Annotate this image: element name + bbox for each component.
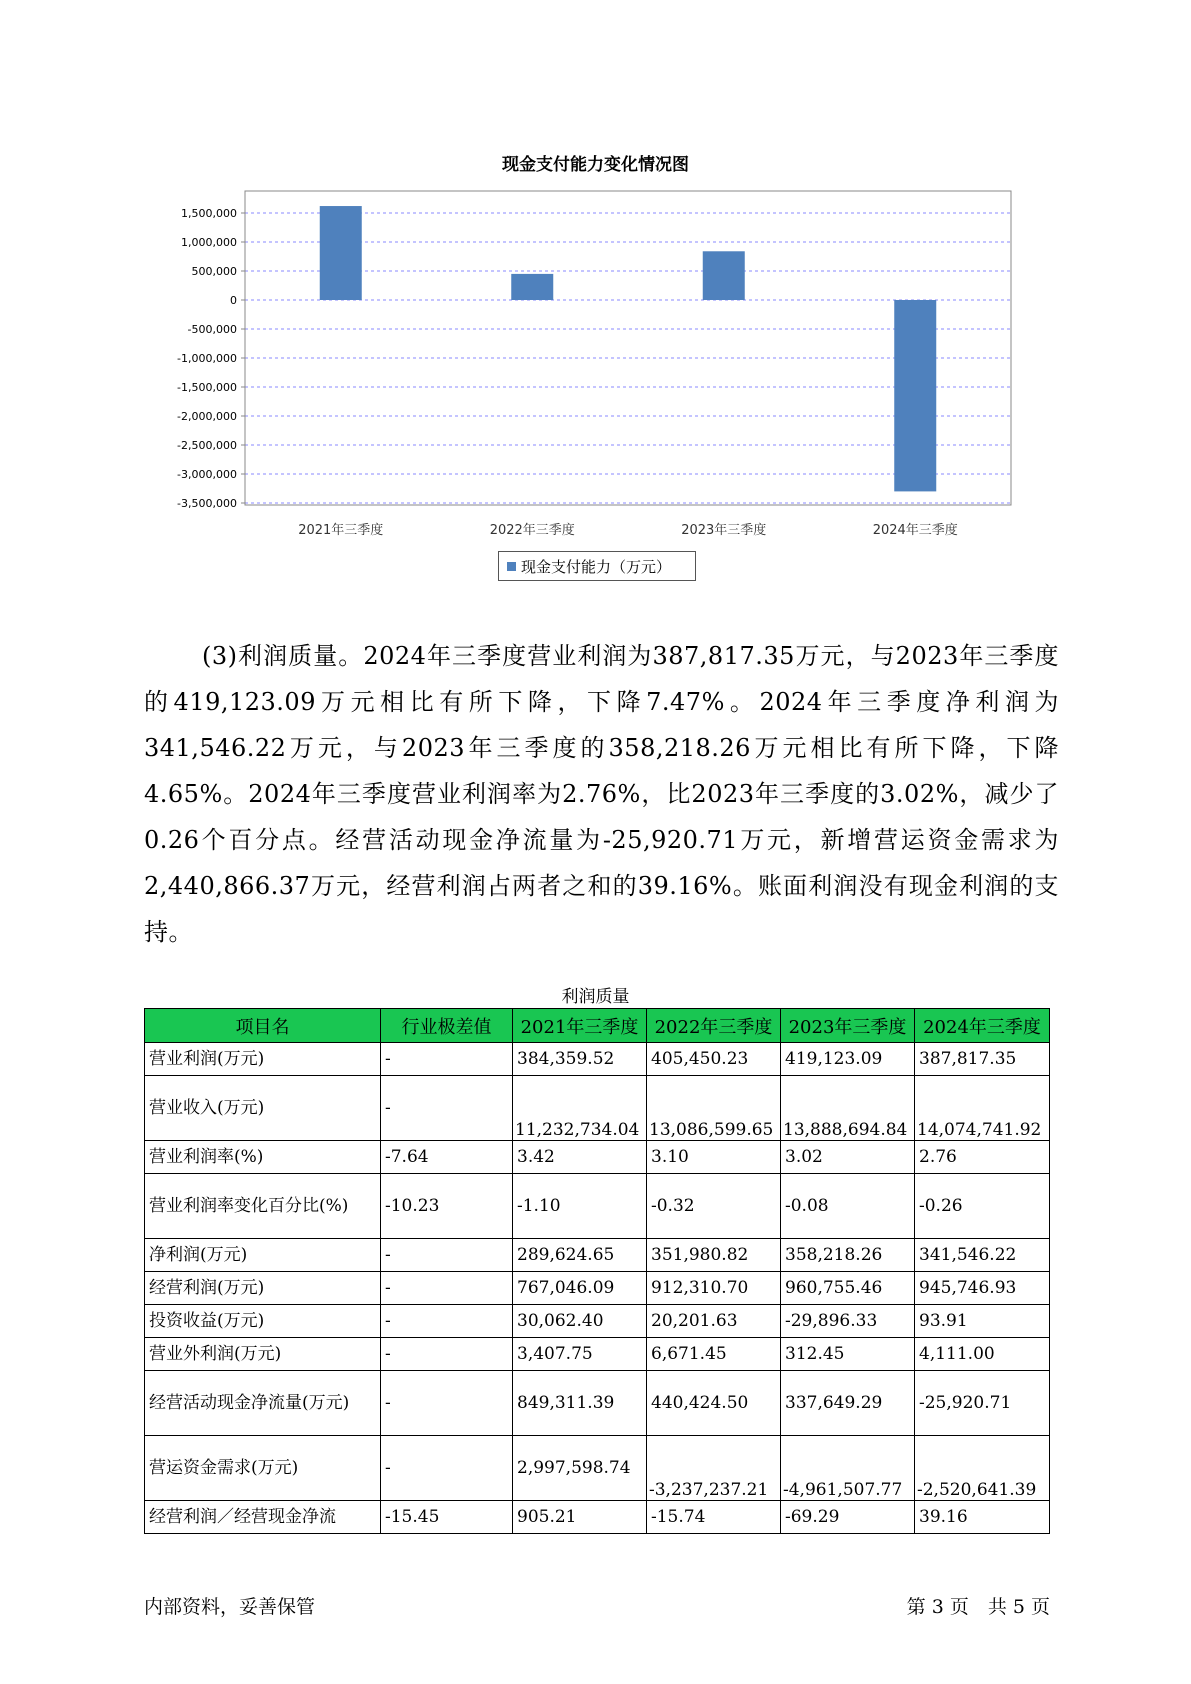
table-cell: 6,671.45: [647, 1338, 781, 1371]
y-tick-label: -3,500,000: [177, 497, 237, 510]
table-cell: 3.42: [513, 1141, 647, 1174]
table-cell: 13,888,694.84: [781, 1076, 915, 1141]
table-row: [145, 1305, 1050, 1338]
y-tick-label: -1,000,000: [177, 352, 237, 365]
table-cell: 2,997,598.74: [513, 1436, 647, 1501]
table-row: [145, 1371, 1050, 1436]
column-header-1: 行业极差值: [381, 1009, 513, 1043]
table-row: [145, 1174, 1050, 1239]
bar-2: [511, 274, 553, 300]
table-cell: 39.16: [915, 1501, 1050, 1534]
table-cell: -4,961,507.77: [781, 1436, 915, 1501]
row-label: 营业利润率变化百分比(%): [145, 1174, 381, 1239]
table-cell: -3,237,237.21: [647, 1436, 781, 1501]
table-row: [145, 1501, 1050, 1534]
table-cell: 384,359.52: [513, 1043, 647, 1076]
table-cell: 960,755.46: [781, 1272, 915, 1305]
column-header-3: 2022年三季度: [647, 1009, 781, 1043]
row-label: 经营活动现金净流量(万元): [145, 1371, 381, 1436]
column-header-4: 2023年三季度: [781, 1009, 915, 1043]
table-cell: -: [381, 1043, 513, 1076]
bar-chart: [0, 0, 1191, 540]
table-row: [145, 1239, 1050, 1272]
profit-quality-paragraph: (3)利润质量。2024年三季度营业利润为387,817.35万元，与2023年三季度的419,123.09万元相比有所下降，下降7.47%。2024年三季度净利润为341,546.22万元，与2023年三季度的358,218.26万元相比有所下降，下降4.65%。2024年三季度营业利润率为2.76%，比2023年三季度的3.02%，减少了0.26个百分点。经营活动现金净流量为-25,920.71万元，新增营运资金需求为2,440,866.37万元，经营利润占两者之和的39.16%。账面利润没有现金利润的支持。: [144, 642, 1059, 946]
y-tick-label: 1,500,000: [181, 207, 237, 220]
x-axis-ticks: [298, 522, 958, 538]
table-cell: -1.10: [513, 1174, 647, 1239]
x-tick-label: 2021年三季度: [298, 523, 384, 538]
table-cell: 905.21: [513, 1501, 647, 1534]
table-row: [145, 1076, 1050, 1141]
table-cell: -: [381, 1272, 513, 1305]
table-cell: -69.29: [781, 1501, 915, 1534]
table-cell: 912,310.70: [647, 1272, 781, 1305]
y-tick-label: -3,000,000: [177, 468, 237, 481]
y-tick-label: -1,500,000: [177, 381, 237, 394]
table-cell: 849,311.39: [513, 1371, 647, 1436]
chart-title: 现金支付能力变化情况图: [502, 155, 689, 175]
y-tick-label: 0: [230, 294, 237, 307]
row-label: 经营利润(万元): [145, 1272, 381, 1305]
table-cell: 20,201.63: [647, 1305, 781, 1338]
row-label: 营业利润(万元): [145, 1043, 381, 1076]
column-header-0: 项目名: [145, 1009, 381, 1043]
table-cell: 767,046.09: [513, 1272, 647, 1305]
profit-quality-table: [144, 1008, 1050, 1534]
table-cell: 13,086,599.65: [647, 1076, 781, 1141]
table-cell: 312.45: [781, 1338, 915, 1371]
table-cell: -: [381, 1436, 513, 1501]
table-row: [145, 1436, 1050, 1501]
table-cell: -: [381, 1338, 513, 1371]
table-cell: -: [381, 1305, 513, 1338]
bar-1: [320, 206, 362, 300]
y-axis-ticks: [177, 207, 245, 510]
table-cell: -2,520,641.39: [915, 1436, 1050, 1501]
y-tick-label: -2,000,000: [177, 410, 237, 423]
row-label: 营业收入(万元): [145, 1076, 381, 1141]
table-header-row: [145, 1009, 1050, 1043]
table-cell: -15.74: [647, 1501, 781, 1534]
table-cell: 2.76: [915, 1141, 1050, 1174]
bar-3: [703, 251, 745, 300]
table-cell: 14,074,741.92: [915, 1076, 1050, 1141]
table-row: [145, 1272, 1050, 1305]
footer-confidential-note: 内部资料，妥善保管: [144, 1596, 316, 1618]
row-label: 营运资金需求(万元): [145, 1436, 381, 1501]
x-tick-label: 2024年三季度: [872, 523, 958, 538]
y-tick-label: -500,000: [187, 323, 237, 336]
table-cell: -10.23: [381, 1174, 513, 1239]
y-tick-label: 500,000: [191, 265, 237, 278]
table-cell: 419,123.09: [781, 1043, 915, 1076]
y-tick-label: 1,000,000: [181, 236, 237, 249]
row-label: 营业利润率(%): [145, 1141, 381, 1174]
table-cell: 358,218.26: [781, 1239, 915, 1272]
row-label: 净利润(万元): [145, 1239, 381, 1272]
chart-legend: [498, 551, 696, 581]
table-cell: 351,980.82: [647, 1239, 781, 1272]
table-cell: -0.08: [781, 1174, 915, 1239]
table-row: [145, 1338, 1050, 1371]
table-cell: 405,450.23: [647, 1043, 781, 1076]
table-cell: 945,746.93: [915, 1272, 1050, 1305]
legend-swatch: [507, 562, 516, 571]
table-cell: 387,817.35: [915, 1043, 1050, 1076]
column-header-2: 2021年三季度: [513, 1009, 647, 1043]
table-cell: -0.26: [915, 1174, 1050, 1239]
table-cell: -7.64: [381, 1141, 513, 1174]
table-cell: 289,624.65: [513, 1239, 647, 1272]
chart-bars: [320, 206, 937, 491]
bar-4: [894, 300, 936, 491]
table-cell: 3,407.75: [513, 1338, 647, 1371]
table-cell: 341,546.22: [915, 1239, 1050, 1272]
table-cell: 30,062.40: [513, 1305, 647, 1338]
x-tick-label: 2022年三季度: [489, 523, 575, 538]
table-cell: 440,424.50: [647, 1371, 781, 1436]
table-cell: -29,896.33: [781, 1305, 915, 1338]
table-cell: -0.32: [647, 1174, 781, 1239]
x-tick-label: 2023年三季度: [681, 523, 767, 538]
table-cell: 3.10: [647, 1141, 781, 1174]
row-label: 经营利润／经营现金净流: [145, 1501, 381, 1534]
table-cell: -: [381, 1371, 513, 1436]
table-cell: 337,649.29: [781, 1371, 915, 1436]
table-caption: 利润质量: [561, 987, 630, 1007]
table-cell: 3.02: [781, 1141, 915, 1174]
row-label: 投资收益(万元): [145, 1305, 381, 1338]
table-row: [145, 1141, 1050, 1174]
legend-label: 现金支付能力（万元）: [521, 557, 672, 576]
table-cell: -25,920.71: [915, 1371, 1050, 1436]
footer-page-number: 第 3 页 共 5 页: [906, 1596, 1050, 1618]
table-cell: 4,111.00: [915, 1338, 1050, 1371]
table-cell: -: [381, 1076, 513, 1141]
column-header-5: 2024年三季度: [915, 1009, 1050, 1043]
table-cell: 11,232,734.04: [513, 1076, 647, 1141]
row-label: 营业外利润(万元): [145, 1338, 381, 1371]
table-cell: -: [381, 1239, 513, 1272]
y-tick-label: -2,500,000: [177, 439, 237, 452]
table-cell: 93.91: [915, 1305, 1050, 1338]
table-row: [145, 1043, 1050, 1076]
table-cell: -15.45: [381, 1501, 513, 1534]
